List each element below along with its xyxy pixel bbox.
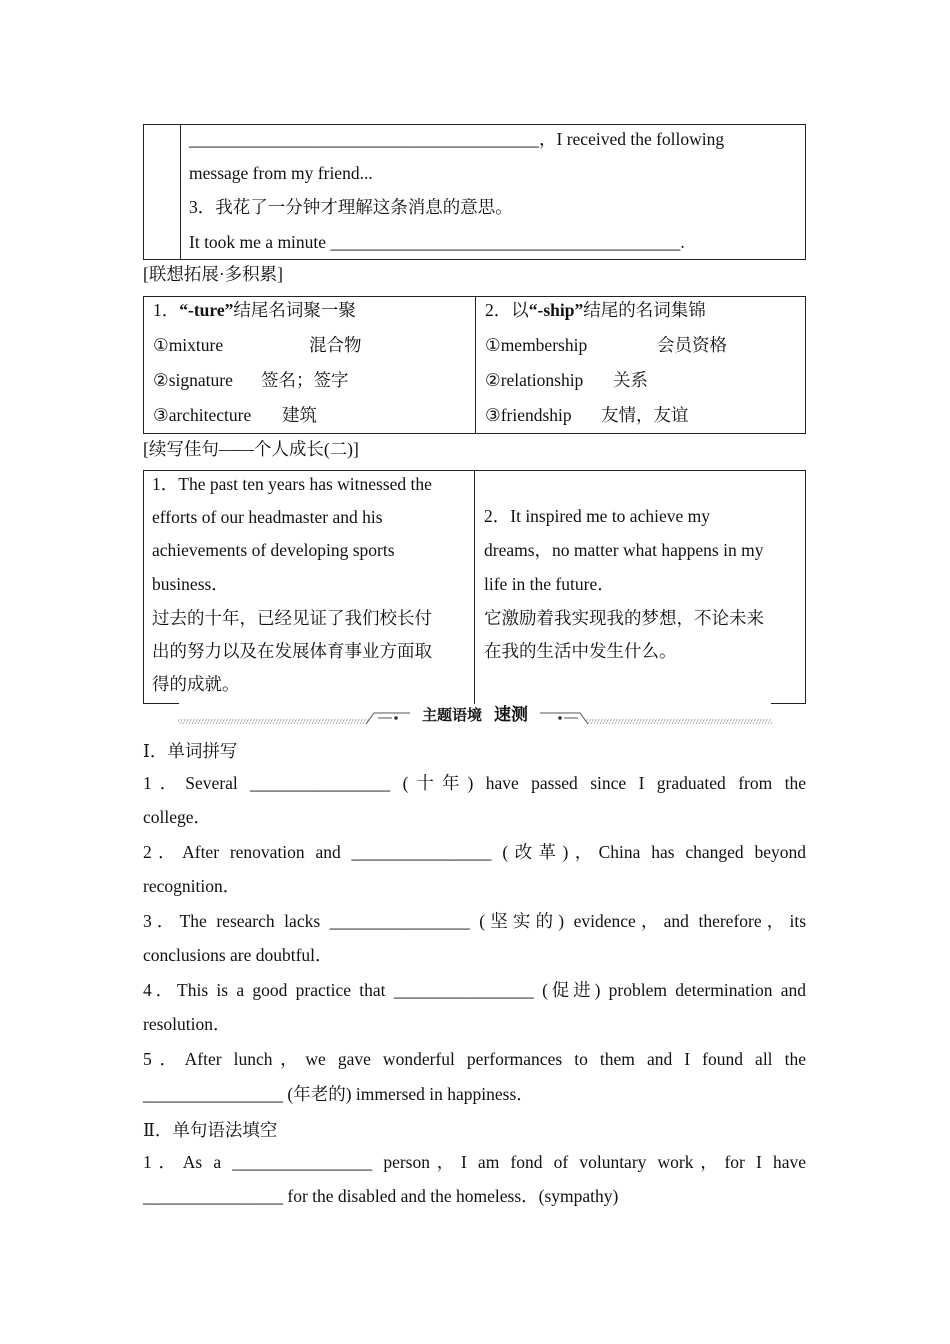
part1-line: 5．After lunch，we gave wonderful performances to them and I found all the bbox=[143, 1049, 806, 1069]
part1-line: 4．This is a good practice that ________________ (促进) problem determination and bbox=[143, 980, 806, 1000]
top-box-line-1: ________________________________________，I received the following bbox=[189, 129, 725, 149]
sentences-bottom-left bbox=[143, 703, 179, 704]
association-left-title: 1．“-ture”结尾名词聚一聚 bbox=[153, 300, 356, 320]
topic-banner bbox=[178, 704, 772, 726]
sentence-left-line: business． bbox=[152, 574, 229, 594]
sentences-heading: [续写佳句——个人成长(二)] bbox=[143, 439, 359, 459]
sentence-left-line: 过去的十年，已经见证了我们校长付 bbox=[152, 608, 432, 628]
association-right-item: ②relationship 关系 bbox=[485, 370, 648, 390]
association-right-title: 2．以“-ship”结尾的名词集锦 bbox=[485, 300, 706, 320]
top-box-line-3: 3．我花了一分钟才理解这条消息的意思。 bbox=[189, 197, 513, 217]
sentence-left-line: 出的努力以及在发展体育事业方面取 bbox=[152, 641, 432, 661]
part1-line: 3．The research lacks ________________ (坚实的) evidence，and therefore，its bbox=[143, 911, 806, 931]
part1-heading: Ⅰ．单词拼写 bbox=[143, 741, 238, 761]
part1-line: 1．Several ________________ (十年) have passed since I graduated from the bbox=[143, 773, 806, 793]
part1-line: recognition． bbox=[143, 876, 241, 896]
association-right-item: ①membership 会员资格 bbox=[485, 335, 727, 355]
part1-line: conclusions are doubtful． bbox=[143, 945, 333, 965]
part1-line: college． bbox=[143, 807, 212, 827]
association-divider bbox=[475, 297, 476, 433]
sentence-right-line: dreams，no matter what happens in my bbox=[484, 540, 764, 560]
sentences-divider bbox=[474, 470, 475, 704]
part1-line: 2．After renovation and ________________ (改革)，China has changed beyond bbox=[143, 842, 806, 862]
part2-line: 1．As a ________________ person，I am fond of voluntary work，for I have bbox=[143, 1152, 806, 1172]
answer-blank[interactable]: ________________________________________ bbox=[189, 129, 539, 149]
top-box bbox=[143, 124, 806, 260]
sentences-table bbox=[143, 470, 806, 704]
part1-line: ________________ (年老的) immersed in happiness． bbox=[143, 1084, 534, 1104]
sentence-right-line: 2．It inspired me to achieve my bbox=[484, 506, 710, 526]
association-left-item: ②signature 签名；签字 bbox=[153, 370, 349, 390]
sentences-border-left bbox=[143, 470, 144, 704]
sentence-right-line: life in the future． bbox=[484, 574, 615, 594]
sentences-bottom-right bbox=[771, 703, 806, 704]
top-box-line-4: It took me a minute ________________________________________. bbox=[189, 232, 685, 252]
sentence-left-line: efforts of our headmaster and his bbox=[152, 507, 383, 527]
part2-heading: Ⅱ．单句语法填空 bbox=[143, 1120, 278, 1140]
sentence-right-line: 在我的生活中发生什么。 bbox=[484, 641, 677, 661]
association-right-item: ③friendship 友情，友谊 bbox=[485, 405, 689, 425]
association-left-item: ③architecture 建筑 bbox=[153, 405, 317, 425]
banner-title: 主题语境 速测 bbox=[178, 704, 772, 726]
part2-line: ________________ for the disabled and the homeless．(sympathy) bbox=[143, 1186, 619, 1206]
sentence-left-line: 1．The past ten years has witnessed the bbox=[152, 474, 432, 494]
sentence-right-line: 它激励着我实现我的梦想，不论未来 bbox=[484, 608, 764, 628]
top-box-left-column bbox=[144, 125, 181, 259]
top-box-line-2: message from my friend... bbox=[189, 163, 373, 183]
sentence-left-line: 得的成就。 bbox=[152, 674, 240, 694]
part1-line: resolution． bbox=[143, 1014, 231, 1034]
association-heading: [联想拓展·多积累] bbox=[143, 264, 283, 284]
association-left-item: ①mixture 混合物 bbox=[153, 335, 362, 355]
sentence-left-line: achievements of developing sports bbox=[152, 540, 395, 560]
association-table bbox=[143, 296, 806, 434]
sentences-border-right bbox=[805, 470, 806, 704]
